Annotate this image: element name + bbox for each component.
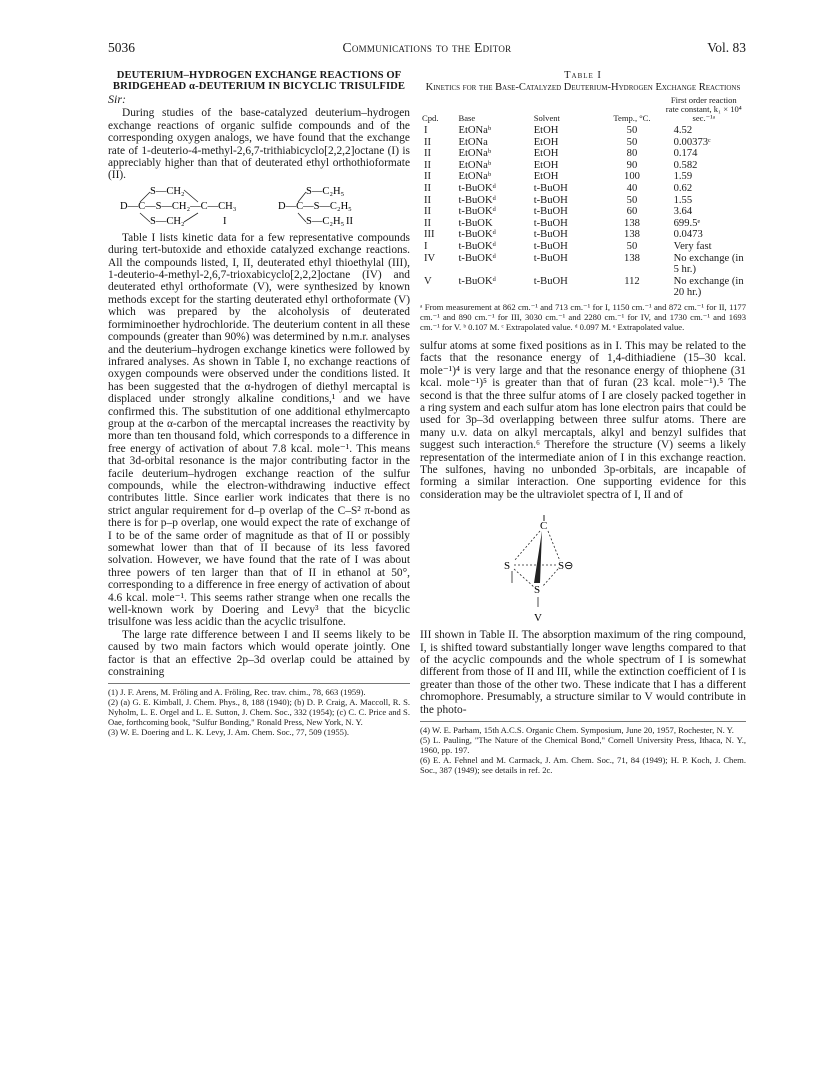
cell-temp: 138: [624, 229, 640, 241]
cell-base: EtONaᵇ: [458, 125, 492, 136]
header-base: Base: [458, 113, 476, 123]
header-temp: Temp., °C.: [613, 113, 651, 123]
paragraph-3: The large rate difference between I and II seems likely to be caused by two main factors which would operate jointly. One factor is that an effective 2p–3d overlap could be attained by constraining: [108, 628, 410, 679]
paragraph-1: During studies of the base-catalyzed deuterium–hydrogen exchange reactions of organic sulfide compounds and of the corresponding oxygen analogs, we have found that the exchange rate of 1-deuterio-4-methyl-2,6,7-trithiabicyclo[2,2,2]octane (I) is appreciably higher than that of deuterated ethyl orthothioformate (II).: [108, 107, 410, 182]
right-column: [420, 70, 746, 775]
bond-line: [140, 213, 150, 222]
paragraph-2: Table I lists kinetic data for a few representative compounds during tert-butoxide and ethoxide catalyzed exchange reactions. All the compounds listed, I, II, deuterated ethyl thioethylal (III), 1-deuterio-4-methyl-2,6,7-trioxabicyclo[2,2,2]octane (IV) and deuterated ethyl orthoformate (V), were synthesized by known methods except for the starting deuterated ethyl orthoformate (V) which was prepared by the alcoholysis of deuterated formiminoether hydrochloride. The deuterium content in all these compounds (greater than 90%) was determined by n.m.r. analyses and the deuterium–hydrogen exchange kinetics were followed by infrared analyses. As shown in Table I, no exchange reactions of oxygen compounds were observed under the conditions listed. It has been suggested that the α-hydrogen of diethyl mercaptal is displaced under strongly alkaline conditions,¹ and we have confirmed this. The substitution of one additional ethylmercapto group at the α-carbon of the mercaptal increases the reactivity by more than ten thousand fold, which corresponds to a difference in free energy of activation of about 7.8 kcal. mole⁻¹. This means that 3d-orbital resonance is the major contributing factor in the facile deuterium–hydrogen exchange reaction of the sulfur compounds, while the electron-withdrawing inductive effect contributes little. Since earlier work indicates that there is no strict angular requirement for d–p overlap of the C–S² π-bond as there is for p–p overlap, one would expect the rate of exchange of I to be of the same order of magnitude as that of II or possibly somewhat lower than that of II because of its less favored solvation. However, we have found that the rate of I was about three powers of ten larger than that of II in ethanol at 50°, corresponding to a difference in free energy of activation of about 4.6 kcal. mole⁻¹. This seems rather strange when one recalls the well-known work by Doering and Levy³ that the bicyclic trisulfone was less acidic than the acyclic trisulfone.: [108, 231, 410, 629]
cell-temp: 50: [626, 136, 638, 148]
struct-i-middle: D—C—S—CH₂—C—CH₃: [120, 200, 237, 212]
paragraph-5: III shown in Table II. The absorption maximum of the ring compound, I, is shifted toward substantially longer wave lengths compared to that of the acyclic compounds and the whole spectrum of I is somewhat different from those of II and III, while the extinction coefficient of I is greater than those of the other two. These indicate that I has a different chromophore. Presumably, a structure similar to V would contribute in the photo-: [420, 629, 746, 716]
cell-base: EtONa: [458, 136, 488, 148]
cell-solvent: EtOH: [533, 159, 559, 171]
cell-solvent: EtOH: [533, 148, 559, 160]
running-title: Communications to the Editor: [342, 40, 512, 55]
footnote: (3) W. E. Doering and L. K. Levy, J. Am. Chem. Soc., 77, 509 (1955).: [108, 727, 349, 738]
paragraph-4: sulfur atoms at some fixed positions as in I. This may be related to the facts that the resonance energy of 1,4-dithiadiene (15–30 kcal. mole⁻¹)⁴ is very large and that the resonance energy of thiophene (31 kcal. mole⁻¹)⁵ is greater than that of furan (23 kcal. mole⁻¹).⁵ The second is that the three sulfur atoms of I are closely packed together in a ring system and each sulfur atom has lone electron pairs that could be used for 3p–3d overlapping between three sulfur atoms. There are many u.v. data on alkyl mercaptals, alkyl and benzyl sulfides that suggest such interaction.⁶ Therefore the structure (V) seems a likely representation of the intermediate anion of I in this exchange reaction. The sulfones, having no unbonded 3p-orbitals, are incapable of forming a similar interaction. One supporting evidence for this consideration may be the ultraviolet spectra of I, II and of: [420, 339, 746, 501]
cell-solvent: EtOH: [533, 136, 559, 148]
cell-base: EtONaᵇ: [458, 148, 492, 160]
header-rate: First order reaction rate constant, k₁ × 10⁴ sec.⁻¹ᵃ: [665, 95, 742, 123]
footnote-rule: [420, 721, 746, 722]
struct-ii-top: S—C₂H₅: [306, 185, 345, 197]
cell-temp: 90: [626, 159, 638, 171]
cell-rate: Very fast: [673, 240, 712, 252]
structure-v-sulfur-right: S⊖: [558, 560, 574, 573]
cell-solvent: t-BuOH: [533, 182, 568, 194]
struct-ii-middle: D—C—S—C₂H₅: [278, 200, 352, 212]
footnotes-left: [108, 687, 410, 737]
cell-solvent: t-BuOH: [533, 206, 568, 218]
cell-solvent: EtOH: [533, 171, 559, 183]
bond-line: [548, 531, 560, 561]
table-footnote: ᵃ From measurement at 862 cm.⁻¹ and 713 cm.⁻¹ for I, 1150 cm.⁻¹ and 872 cm.⁻¹ for II, 1177 cm.⁻¹ and 890 cm.⁻¹ for III, 3030 cm.⁻¹ and 2280 cm.⁻¹ for IV, and 1730 cm.⁻¹ and 1693 cm.⁻¹ for V. ᵇ 0.107 M. ᶜ Extrapolated value. ᵈ 0.097 M. ᵉ Extrapolated value.: [420, 301, 746, 332]
cell-base: t-BuOKᵈ: [458, 229, 496, 241]
bond-line: [184, 213, 198, 222]
cell-temp: 112: [624, 275, 640, 287]
bond-line: [514, 531, 540, 561]
table-body: [420, 125, 746, 299]
page-number: 5036: [108, 40, 135, 55]
cell-temp: 40: [626, 182, 638, 194]
bond-line: [298, 213, 306, 222]
struct-i-bottom: S—CH₂: [150, 215, 185, 227]
cell-base: t-BuOKᵈ: [458, 275, 496, 287]
cell-solvent: EtOH: [533, 125, 559, 136]
cell-temp: 138: [624, 217, 640, 229]
cell-temp: 138: [624, 252, 640, 264]
cell-compound: II: [424, 148, 432, 160]
cell-temp: 100: [624, 171, 640, 183]
cell-rate: No exchange (in 5 hr.): [673, 252, 744, 276]
table-row: [420, 183, 746, 195]
cell-base: t-BuOKᵈ: [458, 206, 496, 218]
cell-rate: 1.59: [673, 171, 693, 183]
volume-label: Vol. 83: [707, 40, 746, 55]
table-row: [420, 195, 746, 207]
cell-compound: I: [424, 240, 428, 252]
structure-v-sulfur-bottom: S: [534, 584, 541, 597]
cell-rate: 699.5ᵉ: [673, 217, 701, 229]
cell-solvent: t-BuOH: [533, 217, 568, 229]
cell-rate: 0.582: [673, 159, 698, 171]
cell-compound: II: [424, 182, 432, 194]
footnote-rule: [108, 683, 410, 684]
cell-rate: No exchange (in 20 hr.): [673, 275, 744, 299]
table-number: Table I: [564, 70, 602, 81]
cell-base: t-BuOK: [458, 217, 493, 229]
cell-compound: II: [424, 194, 432, 206]
cell-solvent: t-BuOH: [533, 275, 568, 287]
table-row: [420, 241, 746, 253]
table-row: [420, 160, 746, 172]
cell-rate: 0.174: [673, 148, 698, 160]
table-row: [420, 125, 746, 137]
table-caption: [420, 70, 746, 94]
cell-rate: 0.0473: [673, 229, 703, 241]
table-title: Kinetics for the Base-Catalyzed Deuterium-Hydrogen Exchange Reactions: [425, 82, 741, 93]
footnote: (2) (a) G. E. Kimball, J. Chem. Phys., 8, 188 (1940); (b) D. P. Craig, A. Maccoll, R. S. Nyholm, L. E. Orgel and L. E. Sutton, J. Chem. Soc., 332 (1954); (c) C. C. Price and S. Oae, forthcoming book, "Sulfur Bonding," Ronald Press, New York, N. Y.: [108, 697, 410, 728]
cell-compound: I: [424, 125, 428, 136]
table-row: [420, 218, 746, 230]
table-header-row: [420, 96, 746, 125]
cell-solvent: t-BuOH: [533, 194, 568, 206]
cell-rate: 1.55: [673, 194, 693, 206]
cell-solvent: t-BuOH: [533, 252, 568, 264]
structure-v-label: V: [534, 612, 542, 625]
structure-v-drawing: [420, 507, 746, 625]
cell-compound: II: [424, 171, 432, 183]
left-column: [108, 70, 410, 737]
cell-base: t-BuOKᵈ: [458, 194, 496, 206]
structure-v-figure: [420, 507, 746, 625]
footnote: (5) L. Pauling, "The Nature of the Chemical Bond," Cornell University Press, Ithaca, N. Y., 1960, pp. 197.: [420, 735, 746, 756]
footnote: (6) E. A. Fehnel and M. Carmack, J. Am. Chem. Soc., 71, 84 (1949); H. P. Koch, J. Chem. Soc., 387 (1949); see details in ref. 2c.: [420, 755, 746, 776]
structure-drawing: [108, 184, 410, 228]
struct-i-label: I: [223, 215, 227, 227]
structure-v-sulfur-left: S: [504, 560, 511, 573]
cell-rate: 0.62: [673, 182, 693, 194]
cell-solvent: t-BuOH: [533, 229, 568, 241]
cell-temp: 50: [626, 194, 638, 206]
page-header: [108, 40, 746, 58]
cell-compound: IV: [424, 252, 436, 264]
salutation: Sir:: [108, 92, 126, 106]
structure-figure: [108, 184, 410, 228]
struct-i-top: S—CH₂: [150, 185, 185, 197]
cell-base: t-BuOKᵈ: [458, 240, 496, 252]
cell-rate: 4.52: [673, 125, 693, 136]
struct-ii-bottom: S—C₂H₅: [306, 215, 345, 227]
bond-line: [542, 569, 558, 587]
cell-compound: V: [424, 275, 432, 287]
kinetics-table: [420, 96, 746, 299]
wedge-bond: [534, 531, 542, 583]
table-row: [420, 276, 746, 299]
table-row: [420, 137, 746, 149]
footnote: (1) J. F. Arens, M. Fröling and A. Fröling, Rec. trav. chim., 78, 663 (1959).: [108, 687, 366, 698]
cell-base: t-BuOKᵈ: [458, 252, 496, 264]
cell-base: EtONaᵇ: [458, 171, 492, 183]
cell-base: t-BuOKᵈ: [458, 182, 496, 194]
footnote: (4) W. E. Parham, 15th A.C.S. Organic Chem. Symposium, June 20, 1957, Rochester, N. Y.: [420, 725, 734, 736]
cell-compound: II: [424, 159, 432, 171]
table-row: [420, 171, 746, 183]
cell-temp: 60: [626, 206, 638, 218]
header-cpd: Cpd.: [422, 113, 439, 123]
cell-solvent: t-BuOH: [533, 240, 568, 252]
cell-temp: 50: [626, 240, 638, 252]
article-title: DEUTERIUM–HYDROGEN EXCHANGE REACTIONS OF BRIDGEHEAD α-DEUTERIUM IN BICYCLIC TRISULFIDE: [112, 70, 406, 92]
cell-base: EtONaᵇ: [458, 159, 492, 171]
cell-compound: II: [424, 217, 432, 229]
bond-line: [514, 569, 534, 587]
table-row: [420, 206, 746, 218]
table-row: [420, 253, 746, 276]
cell-temp: 50: [626, 125, 638, 136]
cell-compound: III: [424, 229, 435, 241]
table-row: [420, 148, 746, 160]
cell-rate: 3.64: [673, 206, 693, 218]
cell-compound: II: [424, 206, 432, 218]
footnotes-right: [420, 725, 746, 775]
struct-ii-label: II: [346, 215, 353, 227]
cell-rate: 0.00373ᶜ: [673, 136, 711, 148]
cell-compound: II: [424, 136, 432, 148]
cell-temp: 80: [626, 148, 638, 160]
table-row: [420, 229, 746, 241]
structure-v-carbon: C: [540, 520, 548, 533]
header-solvent: Solvent: [533, 113, 560, 123]
